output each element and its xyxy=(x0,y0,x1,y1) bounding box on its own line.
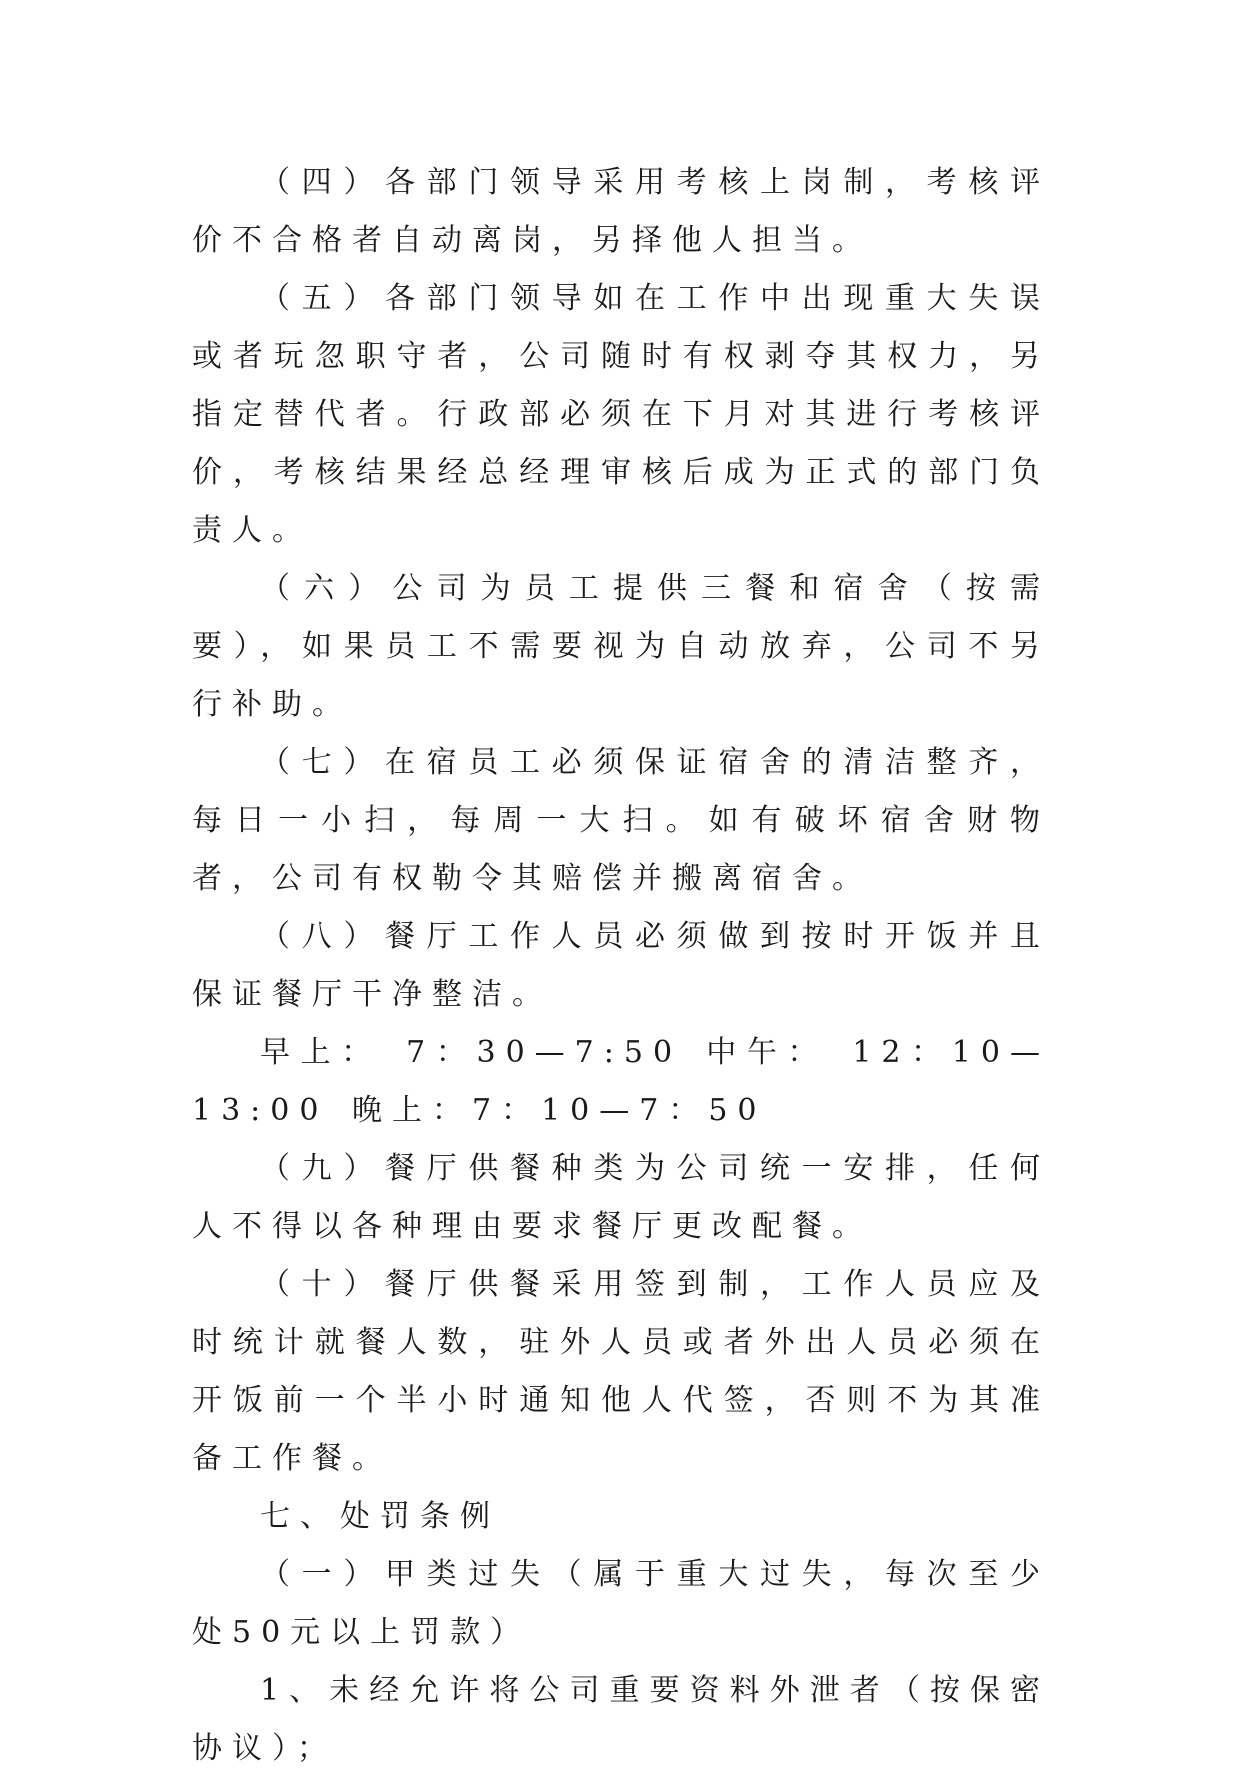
paragraph-item-5: （五）各部门领导如在工作中出现重大失误或者玩忽职守者，公司随时有权剥夺其权力，另指定替代者。行政部必须在下月对其进行考核评价，考核结果经总经理审核后成为正式的部门负责人。 xyxy=(192,281,1050,548)
paragraph-item-9: （九）餐厅供餐种类为公司统一安排，任何人不得以各种理由要求餐厅更改配餐。 xyxy=(192,1151,1050,1244)
penalty-item-1: 1、未经允许将公司重要资料外泄者（按保密协议）； xyxy=(192,1673,1050,1766)
meal-times: 早上： 7：30—7:50 中午： 12：10—13:00 晚上：7：10—7：50 xyxy=(192,1035,1050,1128)
paragraph-item-6: （六）公司为员工提供三餐和宿舍（按需要），如果员工不需要视为自动放弃，公司不另行补助。 xyxy=(192,571,1050,722)
paragraph-item-4: （四）各部门领导采用考核上岗制，考核评价不合格者自动离岗，另择他人担当。 xyxy=(192,165,1050,258)
paragraph-item-7: （七）在宿员工必须保证宿舍的清洁整齐，每日一小扫，每周一大扫。如有破坏宿舍财物者，公司有权勒令其赔偿并搬离宿舍。 xyxy=(192,745,1050,896)
section-heading-penalties: 七、处罚条例 xyxy=(260,1499,500,1534)
paragraph-item-10: （十）餐厅供餐采用签到制，工作人员应及时统计就餐人数，驻外人员或者外出人员必须在开饭前一个半小时通知他人代签，否则不为其准备工作餐。 xyxy=(192,1267,1050,1476)
penalty-class-a: （一）甲类过失（属于重大过失，每次至少处50元以上罚款） xyxy=(192,1557,1050,1650)
paragraph-item-8: （八）餐厅工作人员必须做到按时开饭并且保证餐厅干净整洁。 xyxy=(192,919,1050,1012)
document-page xyxy=(192,154,1050,1778)
